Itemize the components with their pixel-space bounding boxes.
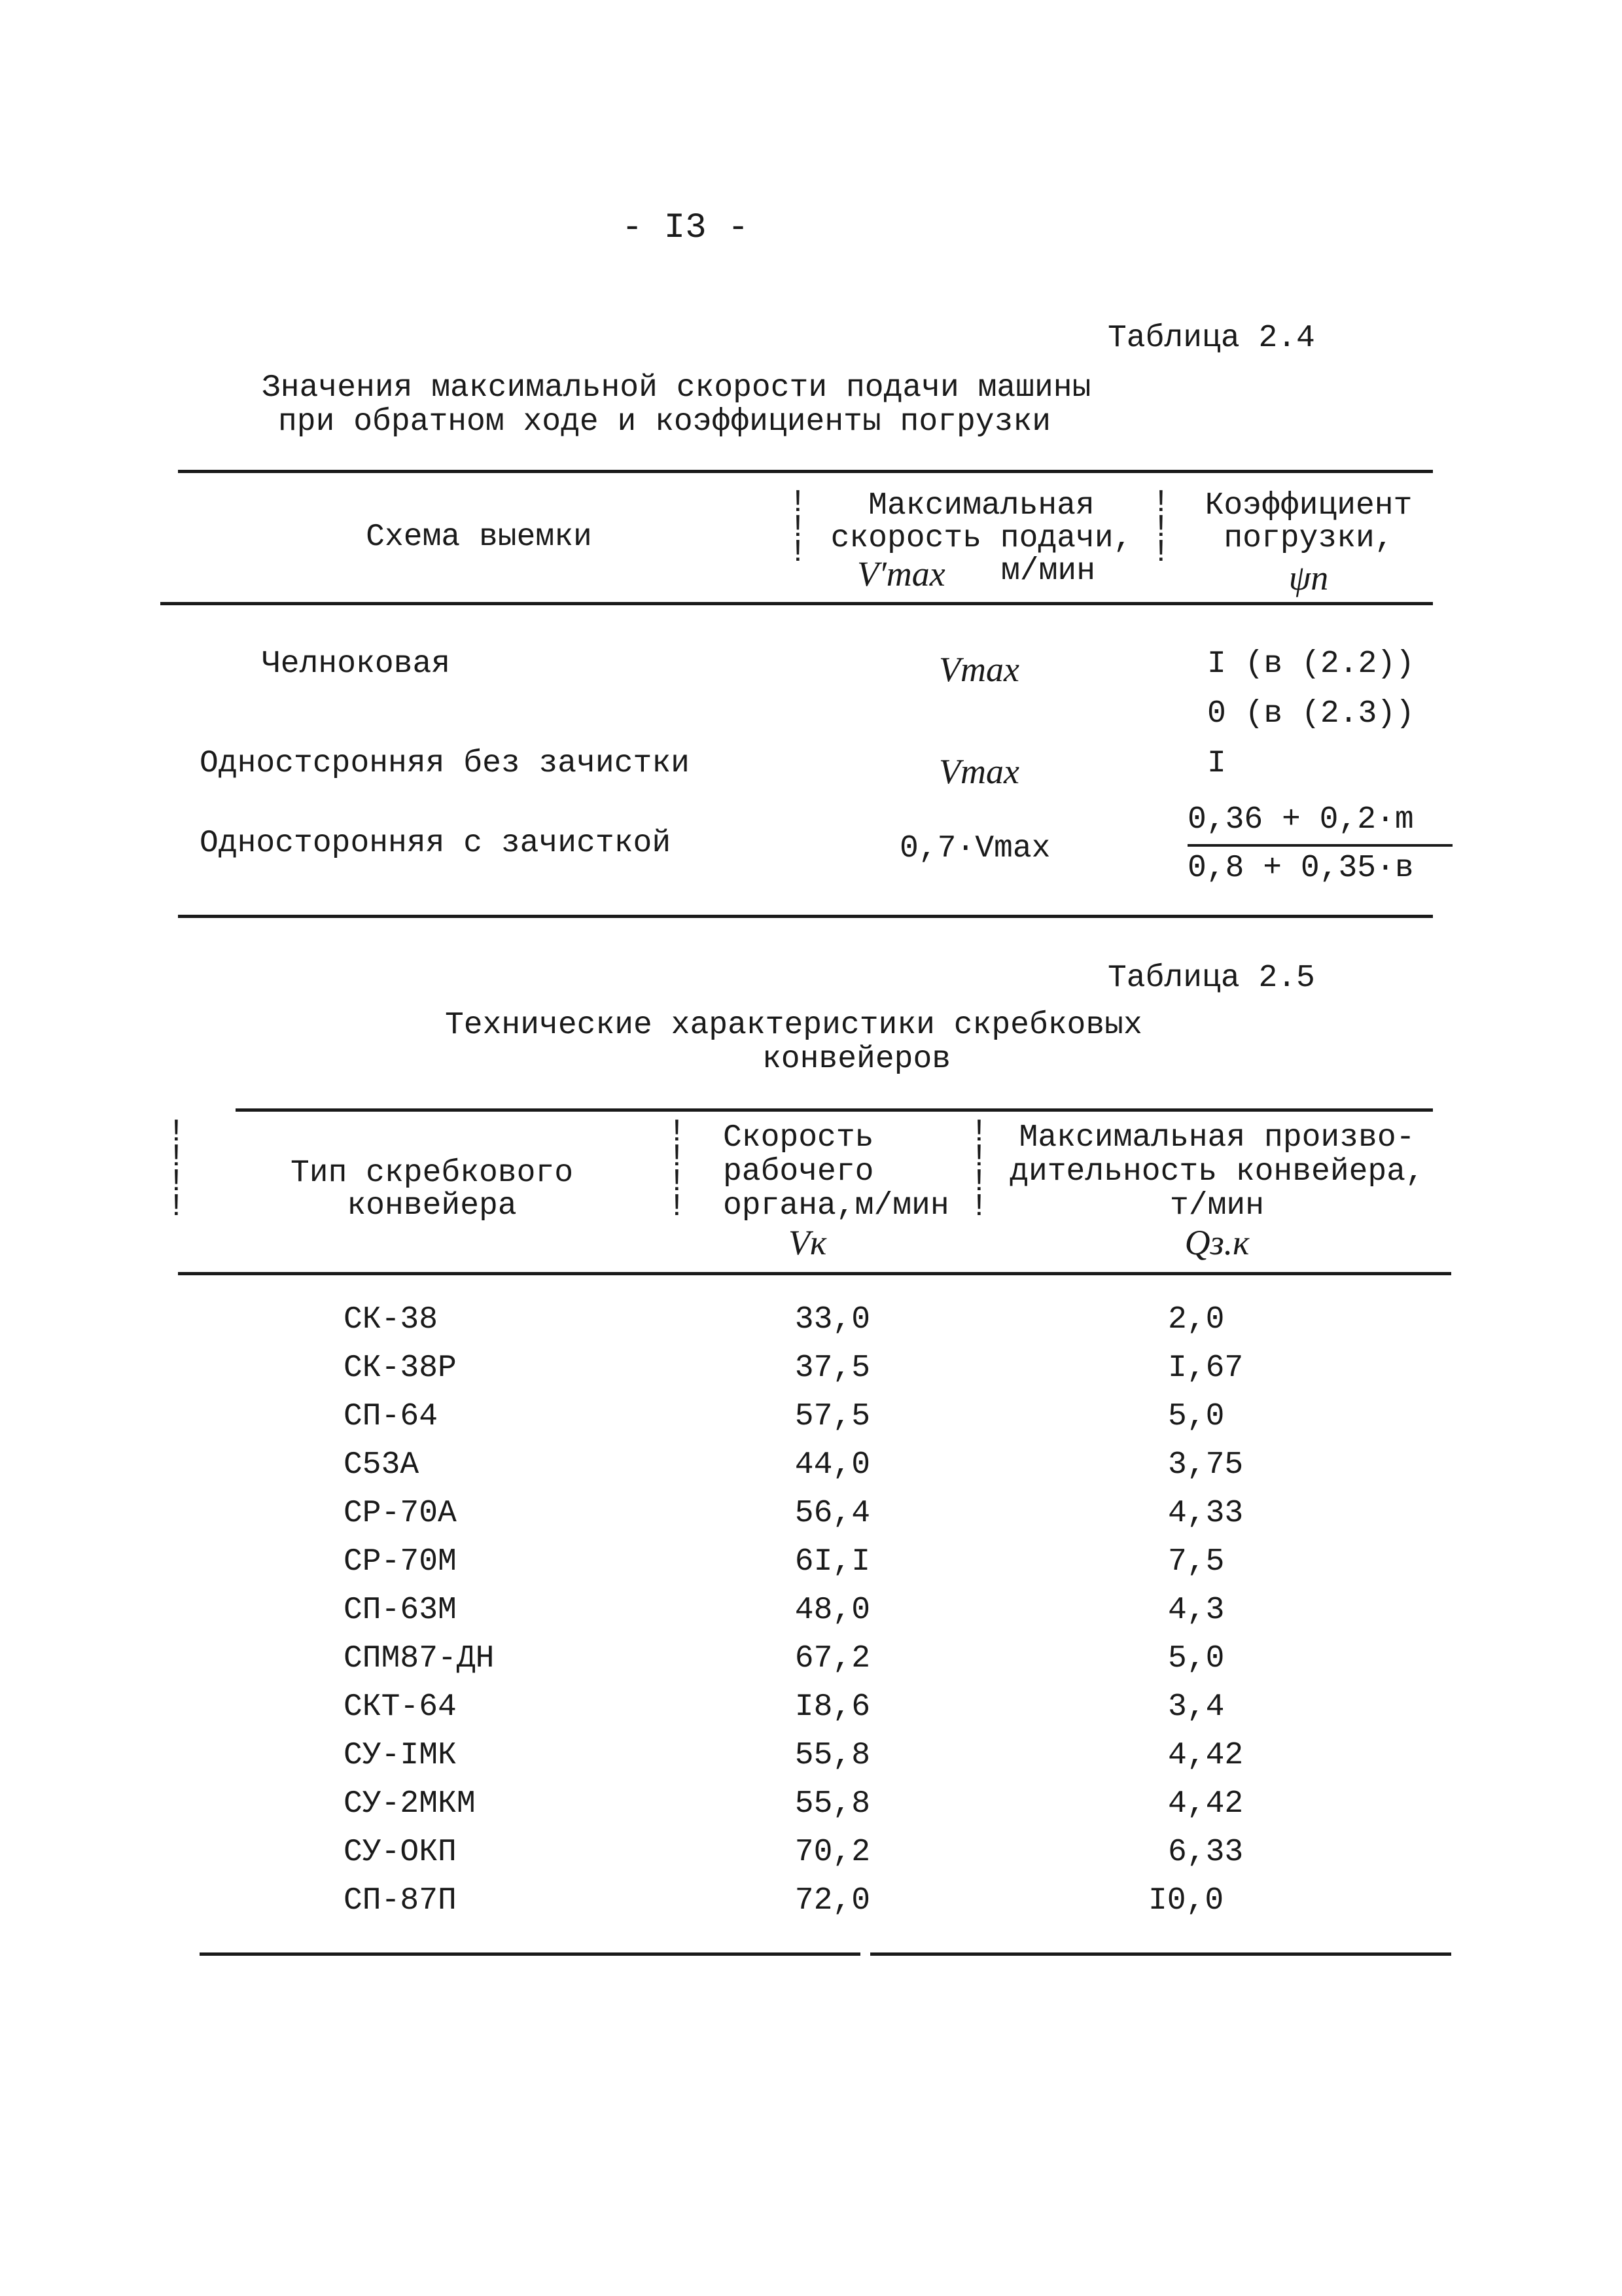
column-header-speed-line3: органа,м/мин bbox=[723, 1188, 949, 1224]
coef-symbol: ψп bbox=[1288, 558, 1329, 597]
table-row bbox=[0, 1351, 1622, 1390]
scheme-cell: Челноковая bbox=[262, 646, 451, 682]
capacity-cell: 7,5 bbox=[1168, 1544, 1225, 1580]
capacity-symbol: Qз.к bbox=[1184, 1223, 1250, 1262]
type-cell: СУ-2МКМ bbox=[344, 1786, 476, 1822]
speed-cell: 44,0 bbox=[794, 1447, 870, 1483]
page-number: - I3 - bbox=[622, 208, 749, 248]
column-header-coef-line1: Коэффициент bbox=[1205, 488, 1413, 523]
table-row bbox=[0, 1496, 1622, 1535]
speed-cell: 6I,I bbox=[794, 1544, 870, 1580]
column-separator: ! ! ! ! bbox=[970, 1115, 989, 1225]
fraction-bar bbox=[1188, 844, 1453, 847]
column-header-capacity-line1: Максимальная произво- bbox=[1019, 1120, 1415, 1156]
column-header-speed-line2: рабочего bbox=[723, 1154, 874, 1190]
table-row bbox=[0, 1593, 1622, 1632]
coef-cell: I bbox=[1207, 746, 1226, 781]
capacity-cell: 4,42 bbox=[1168, 1738, 1244, 1773]
capacity-cell: 6,33 bbox=[1168, 1835, 1244, 1870]
speed-unit: м/мин bbox=[1001, 554, 1096, 589]
row-marker: ! ! ! ! bbox=[167, 1115, 186, 1225]
capacity-cell: 4,33 bbox=[1168, 1496, 1244, 1531]
table-title-line: Значения максимальной скорости подачи машины bbox=[262, 370, 1091, 406]
speed-cell: 67,2 bbox=[794, 1641, 870, 1676]
table-top-rule bbox=[236, 1108, 1433, 1112]
speed-cell: 55,8 bbox=[794, 1786, 870, 1822]
speed-cell: Vmax bbox=[939, 650, 1019, 689]
type-cell: СК-38 bbox=[344, 1302, 438, 1337]
speed-cell: 55,8 bbox=[794, 1738, 870, 1773]
capacity-cell: 3,75 bbox=[1168, 1447, 1244, 1483]
capacity-cell: 2,0 bbox=[1168, 1302, 1225, 1337]
type-cell: СПМ87-ДН bbox=[344, 1641, 495, 1676]
table-title-line: конвейеров bbox=[762, 1042, 951, 1077]
table-row bbox=[0, 1399, 1622, 1438]
table-label: Таблица 2.5 bbox=[1108, 961, 1315, 996]
scheme-cell: Одностсронняя без зачистки bbox=[200, 746, 690, 781]
table-row bbox=[0, 1883, 1622, 1922]
speed-cell: 0,7·Vmax bbox=[900, 831, 1051, 866]
speed-cell: 37,5 bbox=[794, 1351, 870, 1386]
column-header-speed-line2: скорость подачи, bbox=[830, 521, 1133, 556]
speed-cell: 57,5 bbox=[794, 1399, 870, 1434]
table-top-rule bbox=[178, 470, 1433, 473]
column-header-coef-line2: погрузки, bbox=[1224, 521, 1394, 556]
column-separator: ! ! ! bbox=[788, 486, 807, 571]
table-row bbox=[0, 1302, 1622, 1341]
capacity-cell: I,67 bbox=[1168, 1351, 1244, 1386]
table-row bbox=[0, 1786, 1622, 1826]
type-cell: СП-63М bbox=[344, 1593, 457, 1628]
speed-cell: 70,2 bbox=[794, 1835, 870, 1870]
capacity-cell: 4,42 bbox=[1168, 1786, 1244, 1822]
column-header-type-line1: Тип скребкового bbox=[290, 1156, 574, 1191]
type-cell: СП-87П bbox=[344, 1883, 457, 1918]
speed-symbol: Vк bbox=[788, 1223, 827, 1262]
header-bottom-rule bbox=[178, 1272, 1451, 1275]
capacity-cell: 5,0 bbox=[1168, 1641, 1225, 1676]
column-header-scheme: Схема выемки bbox=[366, 520, 592, 555]
speed-cell: 48,0 bbox=[794, 1593, 870, 1628]
scheme-cell: Односторонняя с зачисткой bbox=[200, 826, 671, 861]
column-header-capacity-line2: дительность конвейера, bbox=[1010, 1154, 1424, 1190]
speed-cell: 33,0 bbox=[794, 1302, 870, 1337]
type-cell: СК-38Р bbox=[344, 1351, 457, 1386]
table-bottom-rule bbox=[870, 1952, 1451, 1956]
table-row bbox=[0, 1835, 1622, 1874]
capacity-cell: 4,3 bbox=[1168, 1593, 1225, 1628]
table-row bbox=[0, 1641, 1622, 1680]
coef-denominator: 0,8 + 0,35·в bbox=[1188, 851, 1414, 886]
column-header-capacity-line3: т/мин bbox=[1169, 1188, 1265, 1224]
table-title-line: при обратном ходе и коэффициенты погрузки bbox=[278, 404, 1051, 440]
column-header-type-line2: конвейера bbox=[347, 1188, 517, 1224]
column-header-speed-line1: Максимальная bbox=[868, 488, 1095, 523]
table-bottom-rule bbox=[200, 1952, 860, 1956]
speed-cell: 56,4 bbox=[794, 1496, 870, 1531]
coef-numerator: 0,36 + 0,2·m bbox=[1188, 802, 1414, 838]
type-cell: СР-70М bbox=[344, 1544, 457, 1580]
header-bottom-rule bbox=[160, 602, 1433, 605]
table-row bbox=[0, 1738, 1622, 1777]
speed-cell: Vmax bbox=[939, 752, 1019, 791]
type-cell: СКТ-64 bbox=[344, 1689, 457, 1725]
type-cell: СУ-ОКП bbox=[344, 1835, 457, 1870]
speed-symbol: V′max bbox=[857, 554, 945, 593]
capacity-cell: 5,0 bbox=[1168, 1399, 1225, 1434]
capacity-cell: 3,4 bbox=[1168, 1689, 1225, 1725]
type-cell: СП-64 bbox=[344, 1399, 438, 1434]
coef-cell: I (в (2.2)) bbox=[1207, 646, 1415, 682]
speed-cell: 72,0 bbox=[794, 1883, 870, 1918]
table-row bbox=[0, 1689, 1622, 1729]
column-separator: ! ! ! ! bbox=[667, 1115, 686, 1225]
column-separator: ! ! ! bbox=[1152, 486, 1171, 571]
column-header-speed-line1: Скорость bbox=[723, 1120, 874, 1156]
type-cell: С53А bbox=[344, 1447, 419, 1483]
table-row bbox=[0, 1447, 1622, 1487]
type-cell: СУ-IМК bbox=[344, 1738, 457, 1773]
capacity-cell: I0,0 bbox=[1148, 1883, 1224, 1918]
table-label: Таблица 2.4 bbox=[1108, 321, 1315, 356]
table-title-line: Технические характеристики скребковых bbox=[445, 1008, 1142, 1043]
coef-cell: 0 (в (2.3)) bbox=[1207, 696, 1415, 732]
table-row bbox=[0, 1544, 1622, 1583]
speed-cell: I8,6 bbox=[794, 1689, 870, 1725]
table-bottom-rule bbox=[178, 915, 1433, 918]
type-cell: СР-70А bbox=[344, 1496, 457, 1531]
